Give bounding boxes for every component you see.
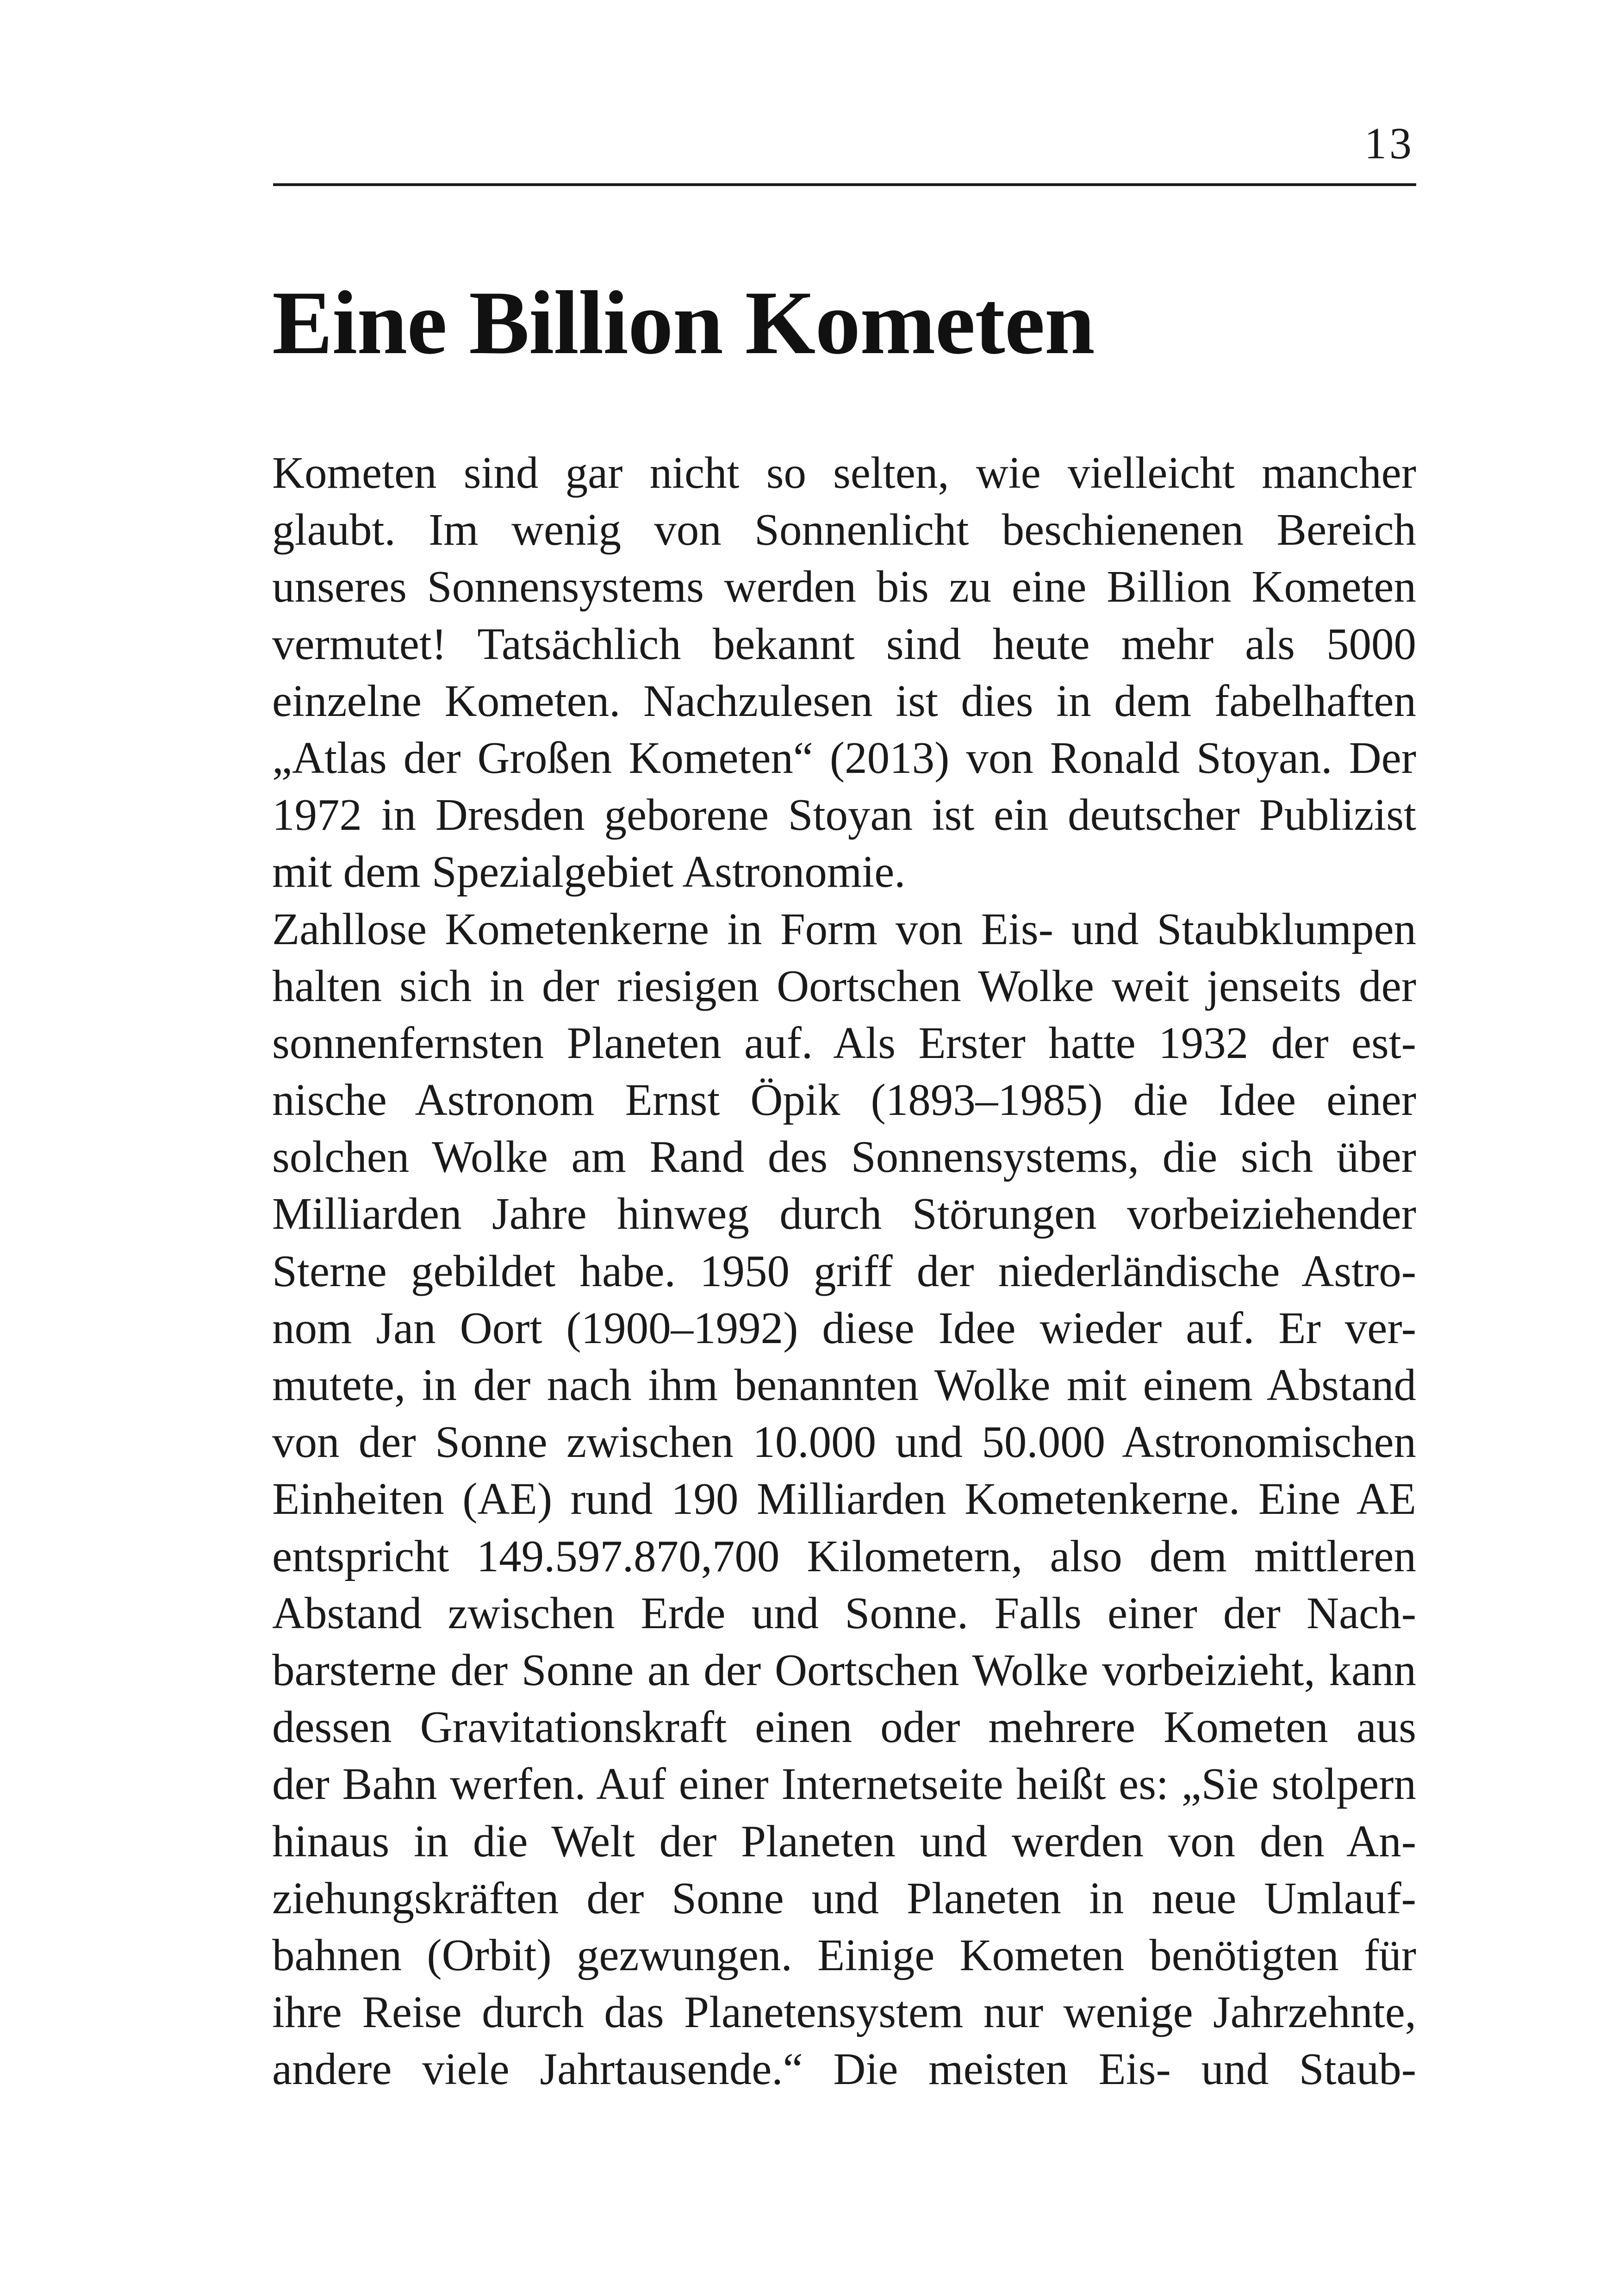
paragraph-2-line-16: der Bahn werfen. Auf einer Internetseite heißt es: „Sie stolpern [272,1759,1416,1809]
header-rule [273,183,1416,186]
paragraph-1-line-8: mit dem Spezialgebiet Astronomie. [272,847,906,897]
paragraph-2-line-21: andere viele Jahrtausende.“ Die meisten Eis- und Staub- [272,2044,1416,2094]
paragraph-1-line-6: „Atlas der Großen Kometen“ (2013) von Ronald Stoyan. Der [272,733,1416,783]
paragraph-2-line-13: Abstand zwischen Erde und Sonne. Falls einer der Nach- [272,1588,1416,1638]
paragraph-1-line-4: vermutet! Tatsächlich bekannt sind heute mehr als 5000 [272,619,1416,669]
paragraph-2-line-14: barsterne der Sonne an der Oortschen Wolke vorbeizieht, kann [272,1645,1416,1695]
paragraph-2-line-15: dessen Gravitationskraft einen oder mehrere Kometen aus [272,1702,1416,1752]
paragraph-1-line-1: Kometen sind gar nicht so selten, wie vielleicht mancher [272,448,1416,498]
paragraph-2-line-12: entspricht 149.597.870,700 Kilometern, also dem mittleren [272,1531,1416,1581]
paragraph-2-line-1: Zahllose Kometenkerne in Form von Eis- und Staubklumpen [272,904,1416,954]
paragraph-1-line-5: einzelne Kometen. Nachzulesen ist dies in dem fabelhaften [272,676,1416,726]
paragraph-2-line-11: Einheiten (AE) rund 190 Milliarden Kometenkerne. Eine AE [272,1474,1416,1524]
paragraph-2-line-3: sonnenfernsten Planeten auf. Als Erster hatte 1932 der est- [272,1018,1416,1068]
paragraph-1-line-2: glaubt. Im wenig von Sonnenlicht beschienenen Bereich [272,505,1416,555]
paragraph-2-line-5: solchen Wolke am Rand des Sonnensystems, die sich über [272,1132,1416,1182]
paragraph-2-line-8: nom Jan Oort (1900–1992) diese Idee wieder auf. Er ver- [272,1303,1416,1353]
paragraph-2-line-7: Sterne gebildet habe. 1950 griff der niederländische Astro- [272,1246,1416,1296]
paragraph-2-line-19: bahnen (Orbit) gezwungen. Einige Kometen benötigten für [272,1930,1416,1980]
paragraph-2-line-10: von der Sonne zwischen 10.000 und 50.000 Astronomischen [272,1417,1416,1467]
paragraph-2-line-6: Milliarden Jahre hinweg durch Störungen vorbeiziehender [272,1189,1416,1239]
paragraph-2-line-4: nische Astronom Ernst Öpik (1893–1985) die Idee einer [272,1075,1416,1125]
paragraph-2-line-18: ziehungskräften der Sonne und Planeten in neue Umlauf- [272,1873,1416,1923]
page-number: 13 [1364,118,1414,168]
paragraph-1-line-7: 1972 in Dresden geborene Stoyan ist ein deutscher Publizist [272,790,1416,840]
paragraph-2-line-2: halten sich in der riesigen Oortschen Wolke weit jenseits der [272,961,1416,1011]
chapter-title: Eine Billion Kometen [272,273,1095,373]
paragraph-2-line-9: mutete, in der nach ihm benannten Wolke mit einem Abstand [272,1360,1416,1410]
paragraph-1-line-3: unseres Sonnensystems werden bis zu eine Billion Kometen [272,562,1416,612]
paragraph-2-line-17: hinaus in die Welt der Planeten und werden von den An- [272,1816,1416,1866]
paragraph-2-line-20: ihre Reise durch das Planetensystem nur wenige Jahrzehnte, [272,1987,1416,2037]
body-text [272,444,1416,2097]
